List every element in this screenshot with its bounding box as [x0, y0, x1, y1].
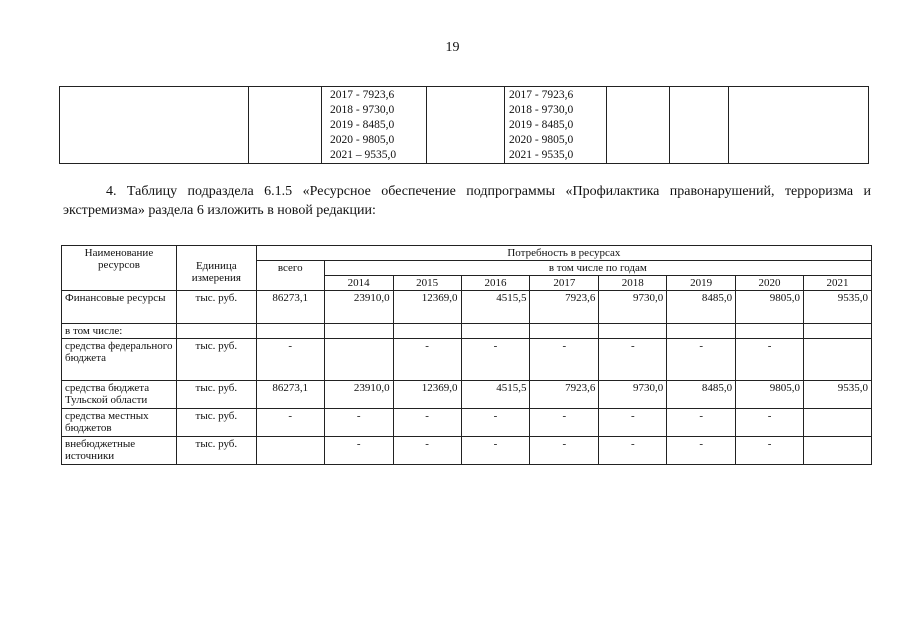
- table-row: [62, 437, 872, 465]
- year-2015: 2015: [393, 276, 461, 291]
- row-unit: [176, 324, 256, 339]
- table-row: [62, 324, 872, 339]
- row-value: 9730,0: [599, 381, 667, 409]
- top-cell-empty-4: [607, 87, 670, 164]
- row-value: -: [530, 437, 599, 465]
- year-2020: 2020: [736, 276, 804, 291]
- row-value: [667, 324, 736, 339]
- year-2018: 2018: [599, 276, 667, 291]
- year-line: 2017 - 7923,6: [330, 89, 395, 101]
- row-value: [324, 339, 393, 381]
- row-name: в том числе:: [62, 324, 177, 339]
- row-total: 86273,1: [256, 381, 324, 409]
- row-total: -: [256, 409, 324, 437]
- row-value: [599, 324, 667, 339]
- table-row: [62, 409, 872, 437]
- row-value: -: [667, 437, 736, 465]
- year-line: 2018 - 9730,0: [509, 104, 574, 116]
- row-name: Финансовые ресурсы: [62, 291, 177, 324]
- year-line: 2019 - 8485,0: [330, 119, 395, 131]
- top-cell-empty-3: [427, 87, 505, 164]
- row-value: -: [599, 409, 667, 437]
- row-value: 4515,5: [461, 291, 530, 324]
- year-2019: 2019: [667, 276, 736, 291]
- row-value: -: [736, 409, 804, 437]
- year-line: 2018 - 9730,0: [330, 104, 395, 116]
- row-value: [393, 324, 461, 339]
- row-value: 7923,6: [530, 291, 599, 324]
- page-number: 19: [445, 40, 460, 55]
- header-unit: Единица измерения: [176, 246, 256, 291]
- row-value: -: [324, 437, 393, 465]
- year-line: 2021 – 9535,0: [330, 149, 397, 161]
- row-value: [804, 324, 872, 339]
- row-value: 12369,0: [393, 381, 461, 409]
- year-2021: 2021: [804, 276, 872, 291]
- row-value: [736, 324, 804, 339]
- header-total: всего: [256, 261, 324, 291]
- year-2016: 2016: [461, 276, 530, 291]
- row-value: -: [599, 339, 667, 381]
- top-cell-years-1: [322, 87, 427, 164]
- row-name: средства местных бюджетов: [62, 409, 177, 437]
- row-value: -: [393, 339, 461, 381]
- year-list-1: [322, 87, 426, 163]
- amendment-paragraph: 4. Таблицу подраздела 6.1.5 «Ресурсное обеспечение подпрограммы «Профилактика правонарушений, терроризма и экстремизма» раздела 6 изложить в новой редакции:: [63, 184, 871, 218]
- row-value: -: [393, 437, 461, 465]
- row-value: [804, 437, 872, 465]
- year-2017: 2017: [530, 276, 599, 291]
- row-unit: тыс. руб.: [176, 339, 256, 381]
- row-unit: тыс. руб.: [176, 409, 256, 437]
- row-value: -: [736, 437, 804, 465]
- table-row: [62, 381, 872, 409]
- row-total: [256, 324, 324, 339]
- row-value: [804, 409, 872, 437]
- row-value: [461, 324, 530, 339]
- year-line: 2019 - 8485,0: [509, 119, 574, 131]
- continued-table: [59, 86, 869, 164]
- row-value: -: [393, 409, 461, 437]
- year-line: 2017 - 7923,6: [509, 89, 574, 101]
- top-cell-empty-6: [729, 87, 869, 164]
- top-cell-empty-2: [249, 87, 322, 164]
- row-total: -: [256, 339, 324, 381]
- row-value: -: [461, 437, 530, 465]
- row-value: 8485,0: [667, 381, 736, 409]
- row-name: внебюджетные источники: [62, 437, 177, 465]
- header-by-years: в том числе по годам: [324, 261, 871, 276]
- year-2014: 2014: [324, 276, 393, 291]
- row-value: -: [736, 339, 804, 381]
- row-value: 4515,5: [461, 381, 530, 409]
- row-value: 12369,0: [393, 291, 461, 324]
- row-value: 9535,0: [804, 291, 872, 324]
- table-row: [62, 291, 872, 324]
- row-value: 7923,6: [530, 381, 599, 409]
- table-row: [62, 339, 872, 381]
- top-cell-empty-5: [670, 87, 729, 164]
- row-value: [804, 339, 872, 381]
- row-unit: тыс. руб.: [176, 291, 256, 324]
- row-value: -: [667, 339, 736, 381]
- row-value: 9535,0: [804, 381, 872, 409]
- row-unit: тыс. руб.: [176, 437, 256, 465]
- row-value: -: [461, 409, 530, 437]
- row-value: 9730,0: [599, 291, 667, 324]
- row-value: 9805,0: [736, 381, 804, 409]
- top-cell-empty-1: [60, 87, 249, 164]
- row-unit: тыс. руб.: [176, 381, 256, 409]
- row-total: 86273,1: [256, 291, 324, 324]
- row-value: 8485,0: [667, 291, 736, 324]
- year-line: 2020 - 9805,0: [509, 134, 574, 146]
- year-line: 2021 - 9535,0: [509, 149, 574, 161]
- row-value: -: [667, 409, 736, 437]
- row-total: [256, 437, 324, 465]
- top-cell-years-2: [505, 87, 607, 164]
- row-value: 23910,0: [324, 381, 393, 409]
- year-line: 2020 - 9805,0: [330, 134, 395, 146]
- row-value: -: [530, 409, 599, 437]
- row-name: средства федерального бюджета: [62, 339, 177, 381]
- row-value: [324, 324, 393, 339]
- year-list-2: [505, 87, 606, 163]
- header-needs: Потребность в ресурсах: [256, 246, 871, 261]
- row-value: 23910,0: [324, 291, 393, 324]
- header-name: Наименование ресурсов: [62, 246, 177, 291]
- row-value: -: [530, 339, 599, 381]
- row-name: средства бюджета Тульской области: [62, 381, 177, 409]
- row-value: -: [461, 339, 530, 381]
- row-value: -: [324, 409, 393, 437]
- row-value: 9805,0: [736, 291, 804, 324]
- row-value: -: [599, 437, 667, 465]
- row-value: [530, 324, 599, 339]
- resource-table: [61, 245, 872, 465]
